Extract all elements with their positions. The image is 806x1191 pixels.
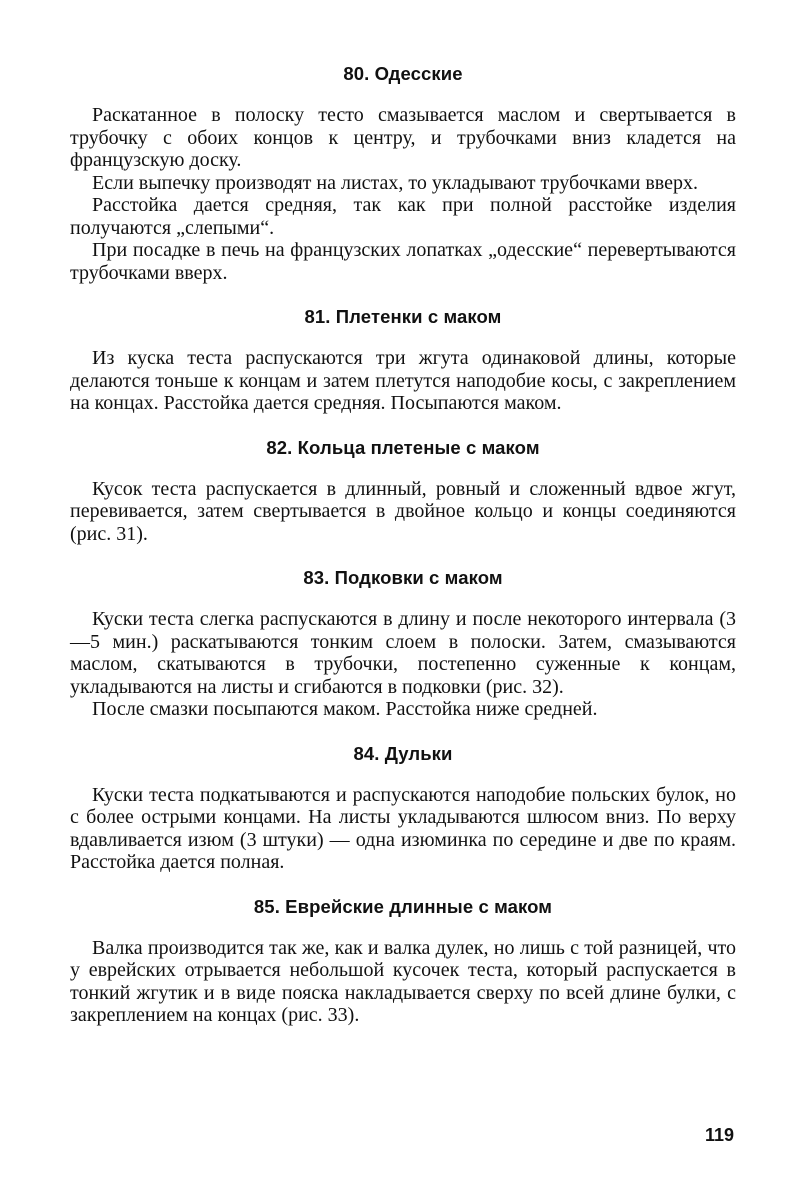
- section-heading: 85. Еврейские длинные с маком: [253, 895, 553, 917]
- section-81-pletenki: [70, 303, 736, 415]
- section-85-evreiskie: [70, 893, 736, 1027]
- section-paragraph: Расстойка дается средняя, так как при полной расстойке изделия получаются „слепыми“.: [70, 194, 736, 239]
- page-content: [70, 60, 736, 1027]
- section-heading: 84. Дульки: [353, 742, 453, 764]
- section-paragraph: Куски теста слегка распускаются в длину и после некоторого интервала (3—5 мин.) раскатываются тонким слоем в полоски. Затем, смазываются маслом, скатываются в трубочки, постепенно суженные к концам, укладываются на листы и сгибаются в подковки (рис. 32).: [70, 608, 736, 698]
- section-paragraph: При посадке в печь на французских лопатках „одесские“ перевертываются трубочками вверх.: [70, 239, 736, 284]
- section-paragraph: После смазки посыпаются маком. Расстойка ниже средней.: [92, 698, 598, 720]
- section-paragraph: Из куска теста распускаются три жгута одинаковой длины, которые делаются тоньше к концам и затем плетутся наподобие косы, с закреплением на концах. Расстойка дается средняя. Посыпаются маком.: [70, 347, 736, 414]
- section-80-odesskie: [70, 60, 736, 284]
- page-number: 119: [704, 1125, 734, 1145]
- section-84-dulki: [70, 740, 736, 874]
- section-paragraph: Раскатанное в полоску тесто смазывается маслом и свертывается в трубочку с обоих концов к центру, и трубочками вниз кладется на французскую доску.: [70, 104, 736, 171]
- section-heading: 80. Одесские: [343, 63, 463, 84]
- section-82-koltsa: [70, 434, 736, 546]
- section-heading: 83. Подковки с маком: [303, 567, 503, 588]
- section-paragraph: Если выпечку производят на листах, то укладывают трубочками вверх.: [92, 171, 698, 194]
- section-paragraph: Валка производится так же, как и валка дулек, но лишь с той разницей, что у еврейских отрывается небольшой кусочек теста, который распускается в тонкий жгутик и в виде пояска накладывается сверху по всей длине булки, с закреплением на концах (рис. 33).: [70, 936, 736, 1026]
- section-heading: 81. Плетенки с маком: [304, 306, 502, 327]
- section-paragraph: Куски теста подкатываются и распускаются наподобие польских булок, но с более острыми концами. На листы укладываются шлюсом вниз. По верху вдавливается изюм (3 штуки) — одна изюминка по середине и две по краям. Расстойка дается полная.: [70, 783, 736, 873]
- section-paragraph: Кусок теста распускается в длинный, ровный и сложенный вдвое жгут, перевивается, затем свертывается в двойное кольцо и концы соединяются (рис. 31).: [70, 477, 736, 545]
- section-heading: 82. Кольца плетеные с маком: [266, 436, 540, 458]
- section-83-podkovki: [70, 564, 736, 721]
